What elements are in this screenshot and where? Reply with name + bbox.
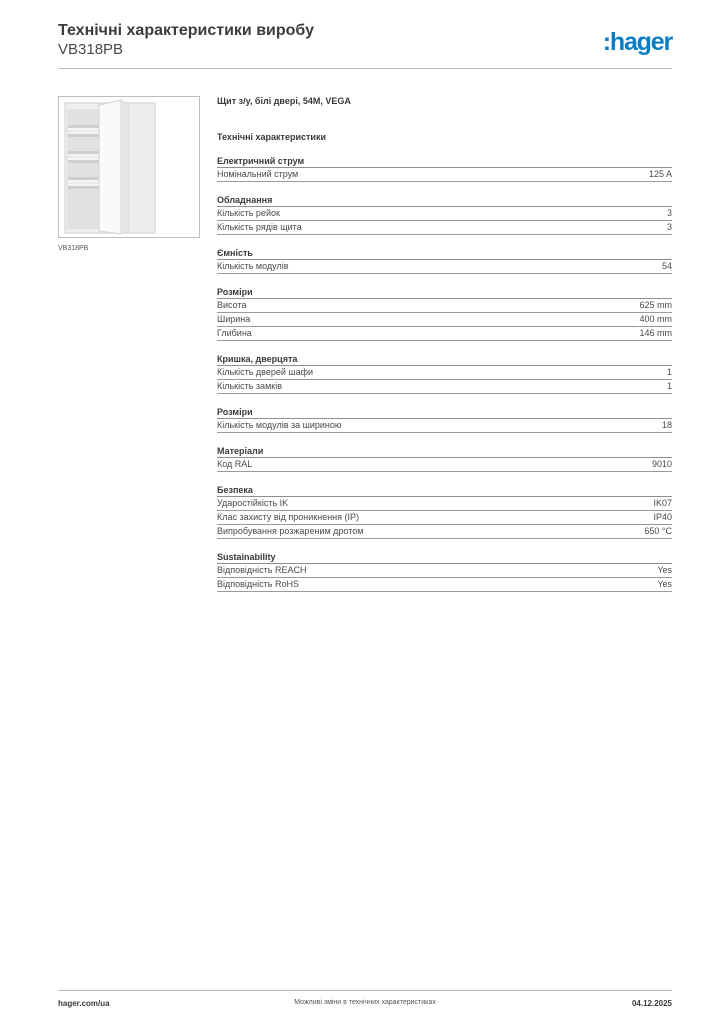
spec-row	[217, 299, 672, 313]
spec-label: Відповідність RoHS	[217, 579, 299, 589]
spec-section-electric-current	[217, 155, 672, 182]
spec-section-dimensions	[217, 286, 672, 341]
spec-row	[217, 207, 672, 221]
footer-disclaimer: Можливі зміни в технічних характеристиках	[294, 999, 436, 1006]
spec-value: 3	[666, 222, 672, 232]
spec-row	[217, 511, 672, 525]
spec-label: Кількість дверей шафи	[217, 367, 314, 377]
spec-row	[217, 327, 672, 341]
tech-specs-heading: Технічні характеристики	[217, 132, 326, 142]
spec-section-materials	[217, 445, 672, 472]
spec-label: Висота	[217, 300, 247, 310]
spec-row	[217, 419, 672, 433]
product-code: VB318PB	[58, 41, 124, 58]
spec-value: 650 °C	[644, 526, 672, 536]
spec-label: Кількість модулів за шириною	[217, 420, 342, 430]
spec-section-safety	[217, 484, 672, 539]
distribution-board-illustration	[59, 97, 199, 237]
spec-section-cover-doors	[217, 353, 672, 394]
spec-section-equipment	[217, 194, 672, 235]
hager-logo: :hager	[602, 28, 672, 56]
spec-section-dimensions-width	[217, 406, 672, 433]
spec-row	[217, 380, 672, 394]
spec-value: 54	[661, 261, 672, 271]
spec-value: 125 A	[648, 169, 672, 179]
page-footer	[58, 990, 672, 1015]
spec-label: Кількість замків	[217, 381, 282, 391]
spec-value: 1	[666, 367, 672, 377]
section-title: Кришка, дверцята	[217, 354, 298, 364]
spec-row	[217, 313, 672, 327]
product-description: Щит з/у, білі двері, 54M, VEGA	[217, 96, 351, 106]
section-title: Ємність	[217, 248, 253, 258]
spec-content	[217, 95, 672, 592]
spec-row	[217, 578, 672, 592]
spec-label: Номінальний струм	[217, 169, 299, 179]
footer-date: 04.12.2025	[631, 999, 672, 1008]
spec-value: 18	[661, 420, 672, 430]
spec-label: Відповідність REACH	[217, 565, 307, 575]
spec-label: Випробування розжареним дротом	[217, 526, 364, 536]
spec-row	[217, 497, 672, 511]
document-title: Технічні характеристики виробу	[58, 22, 314, 39]
section-title: Обладнання	[217, 195, 273, 205]
section-title: Sustainability	[217, 552, 276, 562]
spec-row	[217, 366, 672, 380]
section-title: Електричний струм	[217, 156, 305, 166]
spec-value: 146 mm	[639, 328, 672, 338]
spec-label: Кількість модулів	[217, 261, 289, 271]
header-divider	[58, 68, 672, 69]
spec-row	[217, 564, 672, 578]
product-image	[58, 96, 200, 238]
spec-value: 9010	[651, 459, 672, 469]
spec-label: Ударостійкість IK	[217, 498, 289, 508]
section-title: Розміри	[217, 407, 253, 417]
spec-label: Кількість рейок	[217, 208, 280, 218]
spec-section-capacity	[217, 247, 672, 274]
spec-value: Yes	[657, 579, 672, 589]
section-title: Матеріали	[217, 446, 264, 456]
spec-section-sustainability	[217, 551, 672, 592]
spec-value: 3	[666, 208, 672, 218]
spec-row	[217, 458, 672, 472]
spec-label: Ширина	[217, 314, 251, 324]
spec-value: Yes	[657, 565, 672, 575]
spec-label: Кількість рядів щита	[217, 222, 302, 232]
image-caption: VB318PB	[58, 245, 89, 252]
spec-label: Код RAL	[217, 459, 253, 469]
spec-label: Клас захисту від проникнення (IP)	[217, 512, 360, 522]
spec-row	[217, 168, 672, 182]
spec-row	[217, 525, 672, 539]
spec-value: IK07	[653, 498, 672, 508]
section-title: Розміри	[217, 287, 253, 297]
spec-value: 625 mm	[639, 300, 672, 310]
spec-value: 400 mm	[639, 314, 672, 324]
footer-website-link[interactable]: hager.com/ua	[58, 999, 110, 1008]
spec-label: Глибина	[217, 328, 252, 338]
spec-value: IP40	[653, 512, 672, 522]
page-header	[58, 20, 672, 70]
spec-value: 1	[666, 381, 672, 391]
spec-row	[217, 260, 672, 274]
section-title: Безпека	[217, 485, 253, 495]
spec-row	[217, 221, 672, 235]
